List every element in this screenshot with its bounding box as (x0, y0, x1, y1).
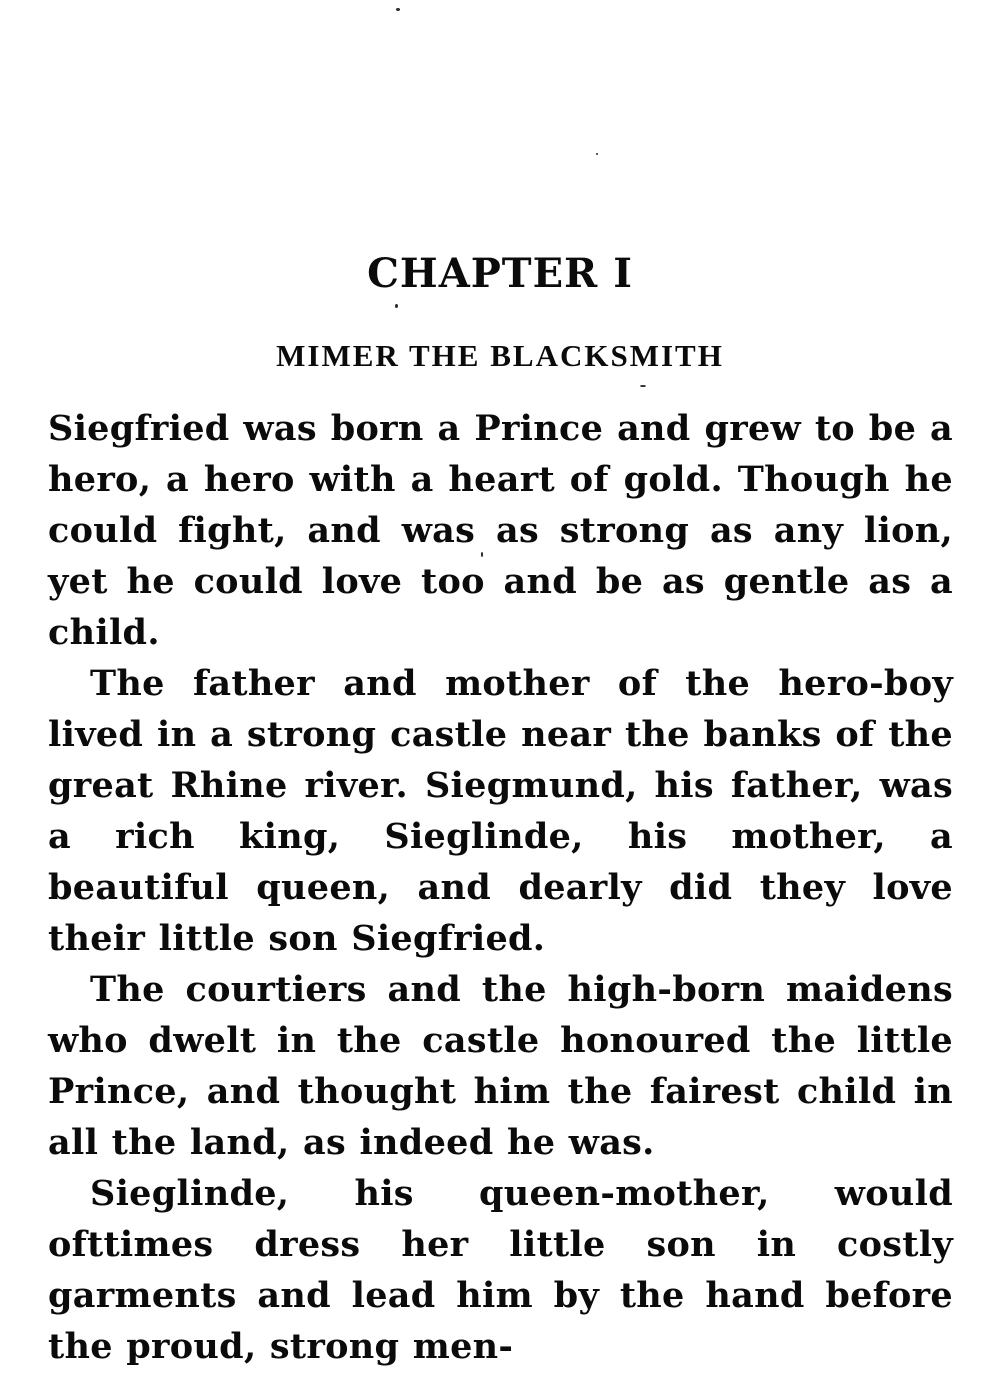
print-speck (640, 385, 646, 387)
paragraph: The father and mother of the hero-boy lived in a strong castle near the banks of the great Rhine river. Siegmund, his father, was a rich king, Sieglinde, his mother, a beautiful queen, and dearly did they love their little son Siegfried. (48, 663, 953, 959)
print-speck (395, 304, 398, 308)
chapter-subtitle: MIMER THE BLACKSMITH (276, 338, 724, 373)
print-speck (396, 8, 400, 11)
print-speck (596, 153, 598, 155)
paragraph: The courtiers and the high-born maidens who dwelt in the castle honoured the little Prince, and thought him the fairest child in all the land, as indeed he was. (48, 969, 953, 1163)
paragraph: Sieglinde, his queen-mother, would ofttimes dress her little son in costly garments and lead him by the hand before the proud, strong men- (48, 1173, 953, 1367)
chapter-body (48, 403, 953, 1372)
paragraph: Siegfried was born a Prince and grew to be a hero, a hero with a heart of gold. Though he could fight, and was as strong as any lion, yet he could love too and be as gentle as a child. (48, 408, 953, 653)
chapter-title: CHAPTER I (367, 250, 633, 297)
